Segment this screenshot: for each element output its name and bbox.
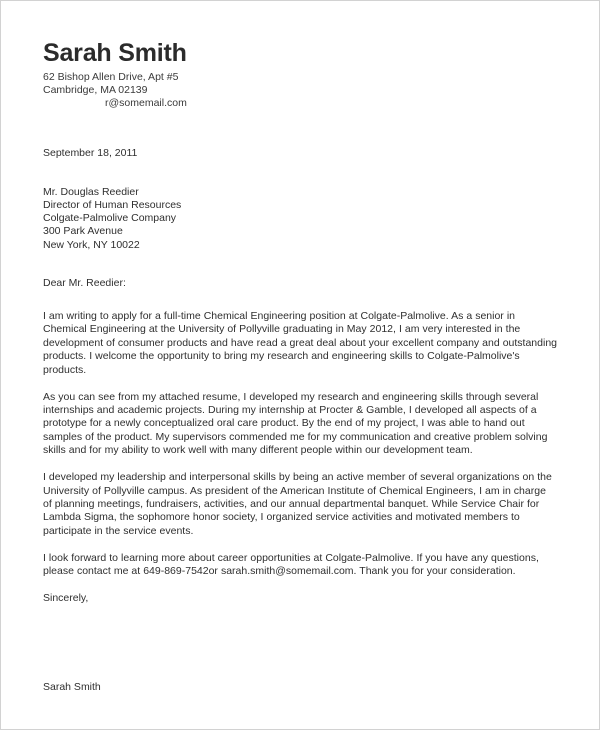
- body-paragraph-4: I look forward to learning more about career opportunities at Colgate-Palmolive. If you have any questions, please contact me at 649-869-7542or sarah.smith@somemail.com. Thank you for your consideration.: [43, 551, 539, 578]
- sender-street: 62 Bishop Allen Drive, Apt #5: [43, 71, 179, 83]
- recipient-address-block: [43, 186, 557, 252]
- sender-email: r@somemail.com: [105, 97, 187, 110]
- letter-date: September 18, 2011: [43, 146, 138, 159]
- letter-content: [43, 1, 557, 694]
- recipient-city-state-zip: New York, NY 10022: [43, 238, 140, 251]
- letterhead: [43, 1, 557, 111]
- recipient-name: Mr. Douglas Reedier: [43, 185, 139, 198]
- recipient-company: Colgate-Palmolive Company: [43, 212, 177, 225]
- salutation: Dear Mr. Reedier:: [43, 276, 126, 289]
- body-paragraph-3: I developed my leadership and interpersonal skills by being an active member of several organizations on the University of Pollyville campus. As president of the American Institute of Chemical Engineers, I am in charge of planning meetings, fundraisers, activities, and our annual departmental banquet. While Service Chair for Lambda Sigma, the sophomore honor society, I organized service activities and motivated members to participate in the service events.: [43, 471, 552, 537]
- letter-body: [43, 310, 557, 578]
- recipient-street: 300 Park Avenue: [43, 225, 123, 238]
- sender-city-state-zip: Cambridge, MA 02139: [43, 84, 148, 97]
- closing-salutation: Sincerely,: [43, 591, 89, 604]
- recipient-title: Director of Human Resources: [43, 199, 182, 212]
- body-paragraph-1: I am writing to apply for a full-time Chemical Engineering position at Colgate-Palmolive. As a senior in Chemical Engineering at the University of Pollyville graduating in May 2012, I am very interested in the development of consumer products and have read a great deal about your excellent company and outstanding products. I welcome the opportunity to bring my research and engineering skills to Colgate-Palmolive's products.: [43, 310, 558, 376]
- sender-name: Sarah Smith: [43, 39, 187, 67]
- signature-name: Sarah Smith: [43, 681, 101, 694]
- body-paragraph-2: As you can see from my attached resume, I developed my research and engineering skills through several internships and academic projects. During my internship at Procter & Gamble, I developed all aspects of a prototype for a newly conceptualized oral care product. By the end of my project, I was able to hand out samples of the product. My supervisors commended me for my communication and creative problem solving skills and for my ability to work well with many different people within our development team.: [43, 390, 548, 457]
